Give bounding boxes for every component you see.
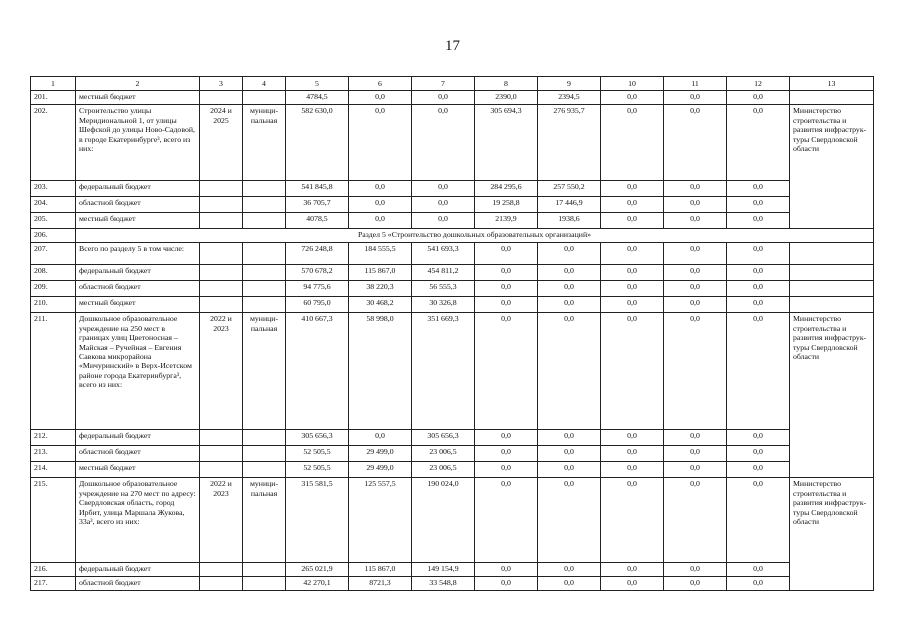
amount-cell: 29 499,0 [349,462,412,478]
header-cell: 2 [76,77,200,91]
period [200,577,243,591]
amount-cell: 2394,5 [538,91,601,105]
amount-cell: 0,0 [727,446,790,462]
amount-cell: 0,0 [601,478,664,563]
object-type [243,213,286,229]
header-cell: 6 [349,77,412,91]
item-name: Строительство улицы Меридиональной 1, от улицы Шефской до улицы Ново-Садовой, в городе Екатеринбурге³, всего из них: [76,105,200,181]
item-name: местный бюджет [76,91,200,105]
table-row [31,213,874,229]
period [200,181,243,197]
item-name: федеральный бюджет [76,265,200,281]
amount-cell: 0,0 [538,313,601,430]
item-name: областной бюджет [76,197,200,213]
table-row [31,229,874,243]
amount-cell: 125 557,5 [349,478,412,563]
row-number: 203. [31,181,76,197]
row-number: 212. [31,430,76,446]
amount-cell: 0,0 [727,213,790,229]
period: 2022 и 2023 [200,313,243,430]
object-type [243,243,286,265]
period [200,281,243,297]
object-type [243,297,286,313]
amount-cell: 0,0 [349,197,412,213]
object-type [243,265,286,281]
header-cell: 4 [243,77,286,91]
amount-cell: 0,0 [475,265,538,281]
amount-cell: 52 505,5 [286,446,349,462]
amount-cell: 0,0 [601,181,664,197]
object-type [243,446,286,462]
row-number: 213. [31,446,76,462]
item-name: областной бюджет [76,281,200,297]
amount-cell: 0,0 [538,243,601,265]
amount-cell: 265 021,9 [286,563,349,577]
object-type: муници-пальная [243,478,286,563]
amount-cell: 0,0 [412,91,475,105]
row-number: 217. [31,577,76,591]
amount-cell: 0,0 [538,563,601,577]
amount-cell: 0,0 [475,478,538,563]
item-name: федеральный бюджет [76,181,200,197]
amount-cell: 4784,5 [286,91,349,105]
amount-cell: 0,0 [475,430,538,446]
amount-cell: 257 550,2 [538,181,601,197]
amount-cell: 0,0 [601,430,664,446]
period: 2024 и 2025 [200,105,243,181]
object-type: муници-пальная [243,105,286,181]
object-type [243,577,286,591]
header-cell: 10 [601,77,664,91]
amount-cell: 38 220,3 [349,281,412,297]
row-number: 210. [31,297,76,313]
object-type [243,563,286,577]
amount-cell: 0,0 [727,563,790,577]
amount-cell: 2139,9 [475,213,538,229]
amount-cell: 0,0 [664,197,727,213]
amount-cell: 0,0 [475,577,538,591]
amount-cell: 454 811,2 [412,265,475,281]
item-name: местный бюджет [76,213,200,229]
amount-cell: 0,0 [538,577,601,591]
table-row [31,446,874,462]
period [200,430,243,446]
item-name: федеральный бюджет [76,563,200,577]
amount-cell: 30 468,2 [349,297,412,313]
amount-cell: 19 258,8 [475,197,538,213]
amount-cell: 276 935,7 [538,105,601,181]
amount-cell: 60 795,0 [286,297,349,313]
amount-cell: 0,0 [664,478,727,563]
header-cell: 13 [790,77,874,91]
amount-cell: 0,0 [727,105,790,181]
table-row [31,105,874,181]
amount-cell: 0,0 [664,265,727,281]
object-type [243,281,286,297]
amount-cell: 0,0 [601,446,664,462]
object-type: муници-пальная [243,313,286,430]
amount-cell: 0,0 [538,462,601,478]
amount-cell: 4078,5 [286,213,349,229]
amount-cell: 582 630,0 [286,105,349,181]
row-number: 202. [31,105,76,181]
amount-cell: 0,0 [538,478,601,563]
item-name: местный бюджет [76,297,200,313]
amount-cell: 315 581,5 [286,478,349,563]
amount-cell: 52 505,5 [286,462,349,478]
amount-cell: 351 669,3 [412,313,475,430]
amount-cell: 305 656,3 [286,430,349,446]
amount-cell: 0,0 [664,462,727,478]
amount-cell: 0,0 [538,281,601,297]
amount-cell: 0,0 [538,430,601,446]
amount-cell: 0,0 [475,313,538,430]
header-cell: 8 [475,77,538,91]
header-cell: 9 [538,77,601,91]
header-cell: 11 [664,77,727,91]
amount-cell: 0,0 [664,281,727,297]
table-row [31,181,874,197]
amount-cell: 0,0 [727,281,790,297]
amount-cell: 410 667,3 [286,313,349,430]
period: 2022 и 2023 [200,478,243,563]
amount-cell: 190 024,0 [412,478,475,563]
amount-cell: 0,0 [412,105,475,181]
table-row [31,243,874,265]
amount-cell: 726 248,8 [286,243,349,265]
amount-cell: 0,0 [601,197,664,213]
row-number: 201. [31,91,76,105]
item-name: Дошкольное образовательное учреждение на 250 мест в границах улиц Цветоносная – Майская – Ручейная – Евгения Савкова микрорайона «Мичуринский» в Верх-Исетском районе города Екатеринбурга³, всего из них: [76,313,200,430]
amount-cell: 0,0 [475,462,538,478]
amount-cell: 23 006,5 [412,462,475,478]
period [200,197,243,213]
row-number: 207. [31,243,76,265]
amount-cell: 0,0 [601,281,664,297]
header-row [31,77,874,91]
object-type [243,197,286,213]
amount-cell: 0,0 [727,197,790,213]
amount-cell: 0,0 [601,462,664,478]
period [200,446,243,462]
row-number: 205. [31,213,76,229]
amount-cell: 0,0 [664,297,727,313]
amount-cell: 0,0 [412,197,475,213]
responsible-body: Министерство строительства и развития инфраструк-туры Свердловской области [790,105,874,229]
table-row [31,563,874,577]
amount-cell: 149 154,9 [412,563,475,577]
amount-cell: 0,0 [601,265,664,281]
responsible-body: Министерство строительства и развития инфраструк-туры Свердловской области [790,313,874,478]
amount-cell: 0,0 [664,430,727,446]
amount-cell: 0,0 [601,313,664,430]
section-title: Раздел 5 «Строительство дошкольных образовательных организаций» [76,229,874,243]
table-row [31,462,874,478]
amount-cell: 0,0 [664,181,727,197]
amount-cell: 58 998,0 [349,313,412,430]
amount-cell: 115 867,0 [349,563,412,577]
responsible-body [790,281,874,297]
table-row [31,281,874,297]
row-number: 216. [31,563,76,577]
period [200,243,243,265]
row-number: 204. [31,197,76,213]
amount-cell: 0,0 [538,446,601,462]
responsible-body [790,265,874,281]
amount-cell: 17 446,9 [538,197,601,213]
header-cell: 1 [31,77,76,91]
responsible-body [790,91,874,105]
responsible-body [790,243,874,265]
amount-cell: 0,0 [601,91,664,105]
amount-cell: 0,0 [349,430,412,446]
amount-cell: 0,0 [349,105,412,181]
amount-cell: 33 548,8 [412,577,475,591]
amount-cell: 0,0 [664,313,727,430]
amount-cell: 0,0 [727,91,790,105]
table-row [31,577,874,591]
amount-cell: 0,0 [727,577,790,591]
amount-cell: 29 499,0 [349,446,412,462]
header-cell: 7 [412,77,475,91]
amount-cell: 0,0 [601,105,664,181]
period [200,297,243,313]
item-name: Всего по разделу 5 в том числе: [76,243,200,265]
amount-cell: 0,0 [664,563,727,577]
amount-cell: 305 694,3 [475,105,538,181]
amount-cell: 8721,3 [349,577,412,591]
table-row [31,430,874,446]
amount-cell: 0,0 [727,297,790,313]
amount-cell: 0,0 [349,181,412,197]
table-row [31,265,874,281]
amount-cell: 0,0 [349,91,412,105]
amount-cell: 0,0 [412,213,475,229]
amount-cell: 56 555,3 [412,281,475,297]
amount-cell: 0,0 [601,213,664,229]
row-number: 206. [31,229,76,243]
amount-cell: 94 775,6 [286,281,349,297]
table-row [31,313,874,430]
period [200,91,243,105]
row-number: 214. [31,462,76,478]
amount-cell: 0,0 [664,577,727,591]
table-row [31,197,874,213]
amount-cell: 36 705,7 [286,197,349,213]
object-type [243,462,286,478]
amount-cell: 0,0 [538,297,601,313]
row-number: 215. [31,478,76,563]
page-number: 17 [445,38,460,54]
amount-cell: 0,0 [475,446,538,462]
table-row [31,478,874,563]
header-cell: 3 [200,77,243,91]
period [200,462,243,478]
header-cell: 12 [727,77,790,91]
amount-cell: 0,0 [727,313,790,430]
amount-cell: 0,0 [727,243,790,265]
amount-cell: 570 678,2 [286,265,349,281]
amount-cell: 0,0 [601,297,664,313]
row-number: 211. [31,313,76,430]
amount-cell: 0,0 [475,563,538,577]
amount-cell: 541 693,3 [412,243,475,265]
amount-cell: 284 295,6 [475,181,538,197]
item-name: Дошкольное образовательное учреждение на 270 мест по адресу: Свердловская область, город Ирбит, улица Маршала Жукова, 33а³, всего из них: [76,478,200,563]
item-name: областной бюджет [76,577,200,591]
amount-cell: 184 555,5 [349,243,412,265]
responsible-body: Министерство строительства и развития инфраструк-туры Свердловской области [790,478,874,591]
row-number: 209. [31,281,76,297]
amount-cell: 0,0 [412,181,475,197]
amount-cell: 0,0 [349,213,412,229]
amount-cell: 0,0 [664,243,727,265]
amount-cell: 23 006,5 [412,446,475,462]
table-row [31,297,874,313]
object-type [243,430,286,446]
item-name: местный бюджет [76,462,200,478]
amount-cell: 0,0 [475,297,538,313]
amount-cell: 115 867,0 [349,265,412,281]
row-number: 208. [31,265,76,281]
table-row [31,91,874,105]
budget-table [30,76,874,591]
amount-cell: 0,0 [601,577,664,591]
amount-cell: 0,0 [727,181,790,197]
item-name: областной бюджет [76,446,200,462]
responsible-body [790,297,874,313]
amount-cell: 0,0 [664,105,727,181]
header-cell: 5 [286,77,349,91]
amount-cell: 0,0 [601,563,664,577]
amount-cell: 30 326,8 [412,297,475,313]
amount-cell: 42 270,1 [286,577,349,591]
amount-cell: 0,0 [664,446,727,462]
amount-cell: 0,0 [664,91,727,105]
amount-cell: 0,0 [727,265,790,281]
object-type [243,181,286,197]
amount-cell: 0,0 [664,213,727,229]
amount-cell: 0,0 [475,243,538,265]
item-name: федеральный бюджет [76,430,200,446]
amount-cell: 0,0 [727,462,790,478]
object-type [243,91,286,105]
amount-cell: 0,0 [538,265,601,281]
amount-cell: 1938,6 [538,213,601,229]
amount-cell: 0,0 [601,243,664,265]
period [200,213,243,229]
amount-cell: 541 845,8 [286,181,349,197]
period [200,563,243,577]
amount-cell: 0,0 [727,430,790,446]
amount-cell: 2390,0 [475,91,538,105]
amount-cell: 0,0 [727,478,790,563]
amount-cell: 0,0 [475,281,538,297]
amount-cell: 305 656,3 [412,430,475,446]
period [200,265,243,281]
